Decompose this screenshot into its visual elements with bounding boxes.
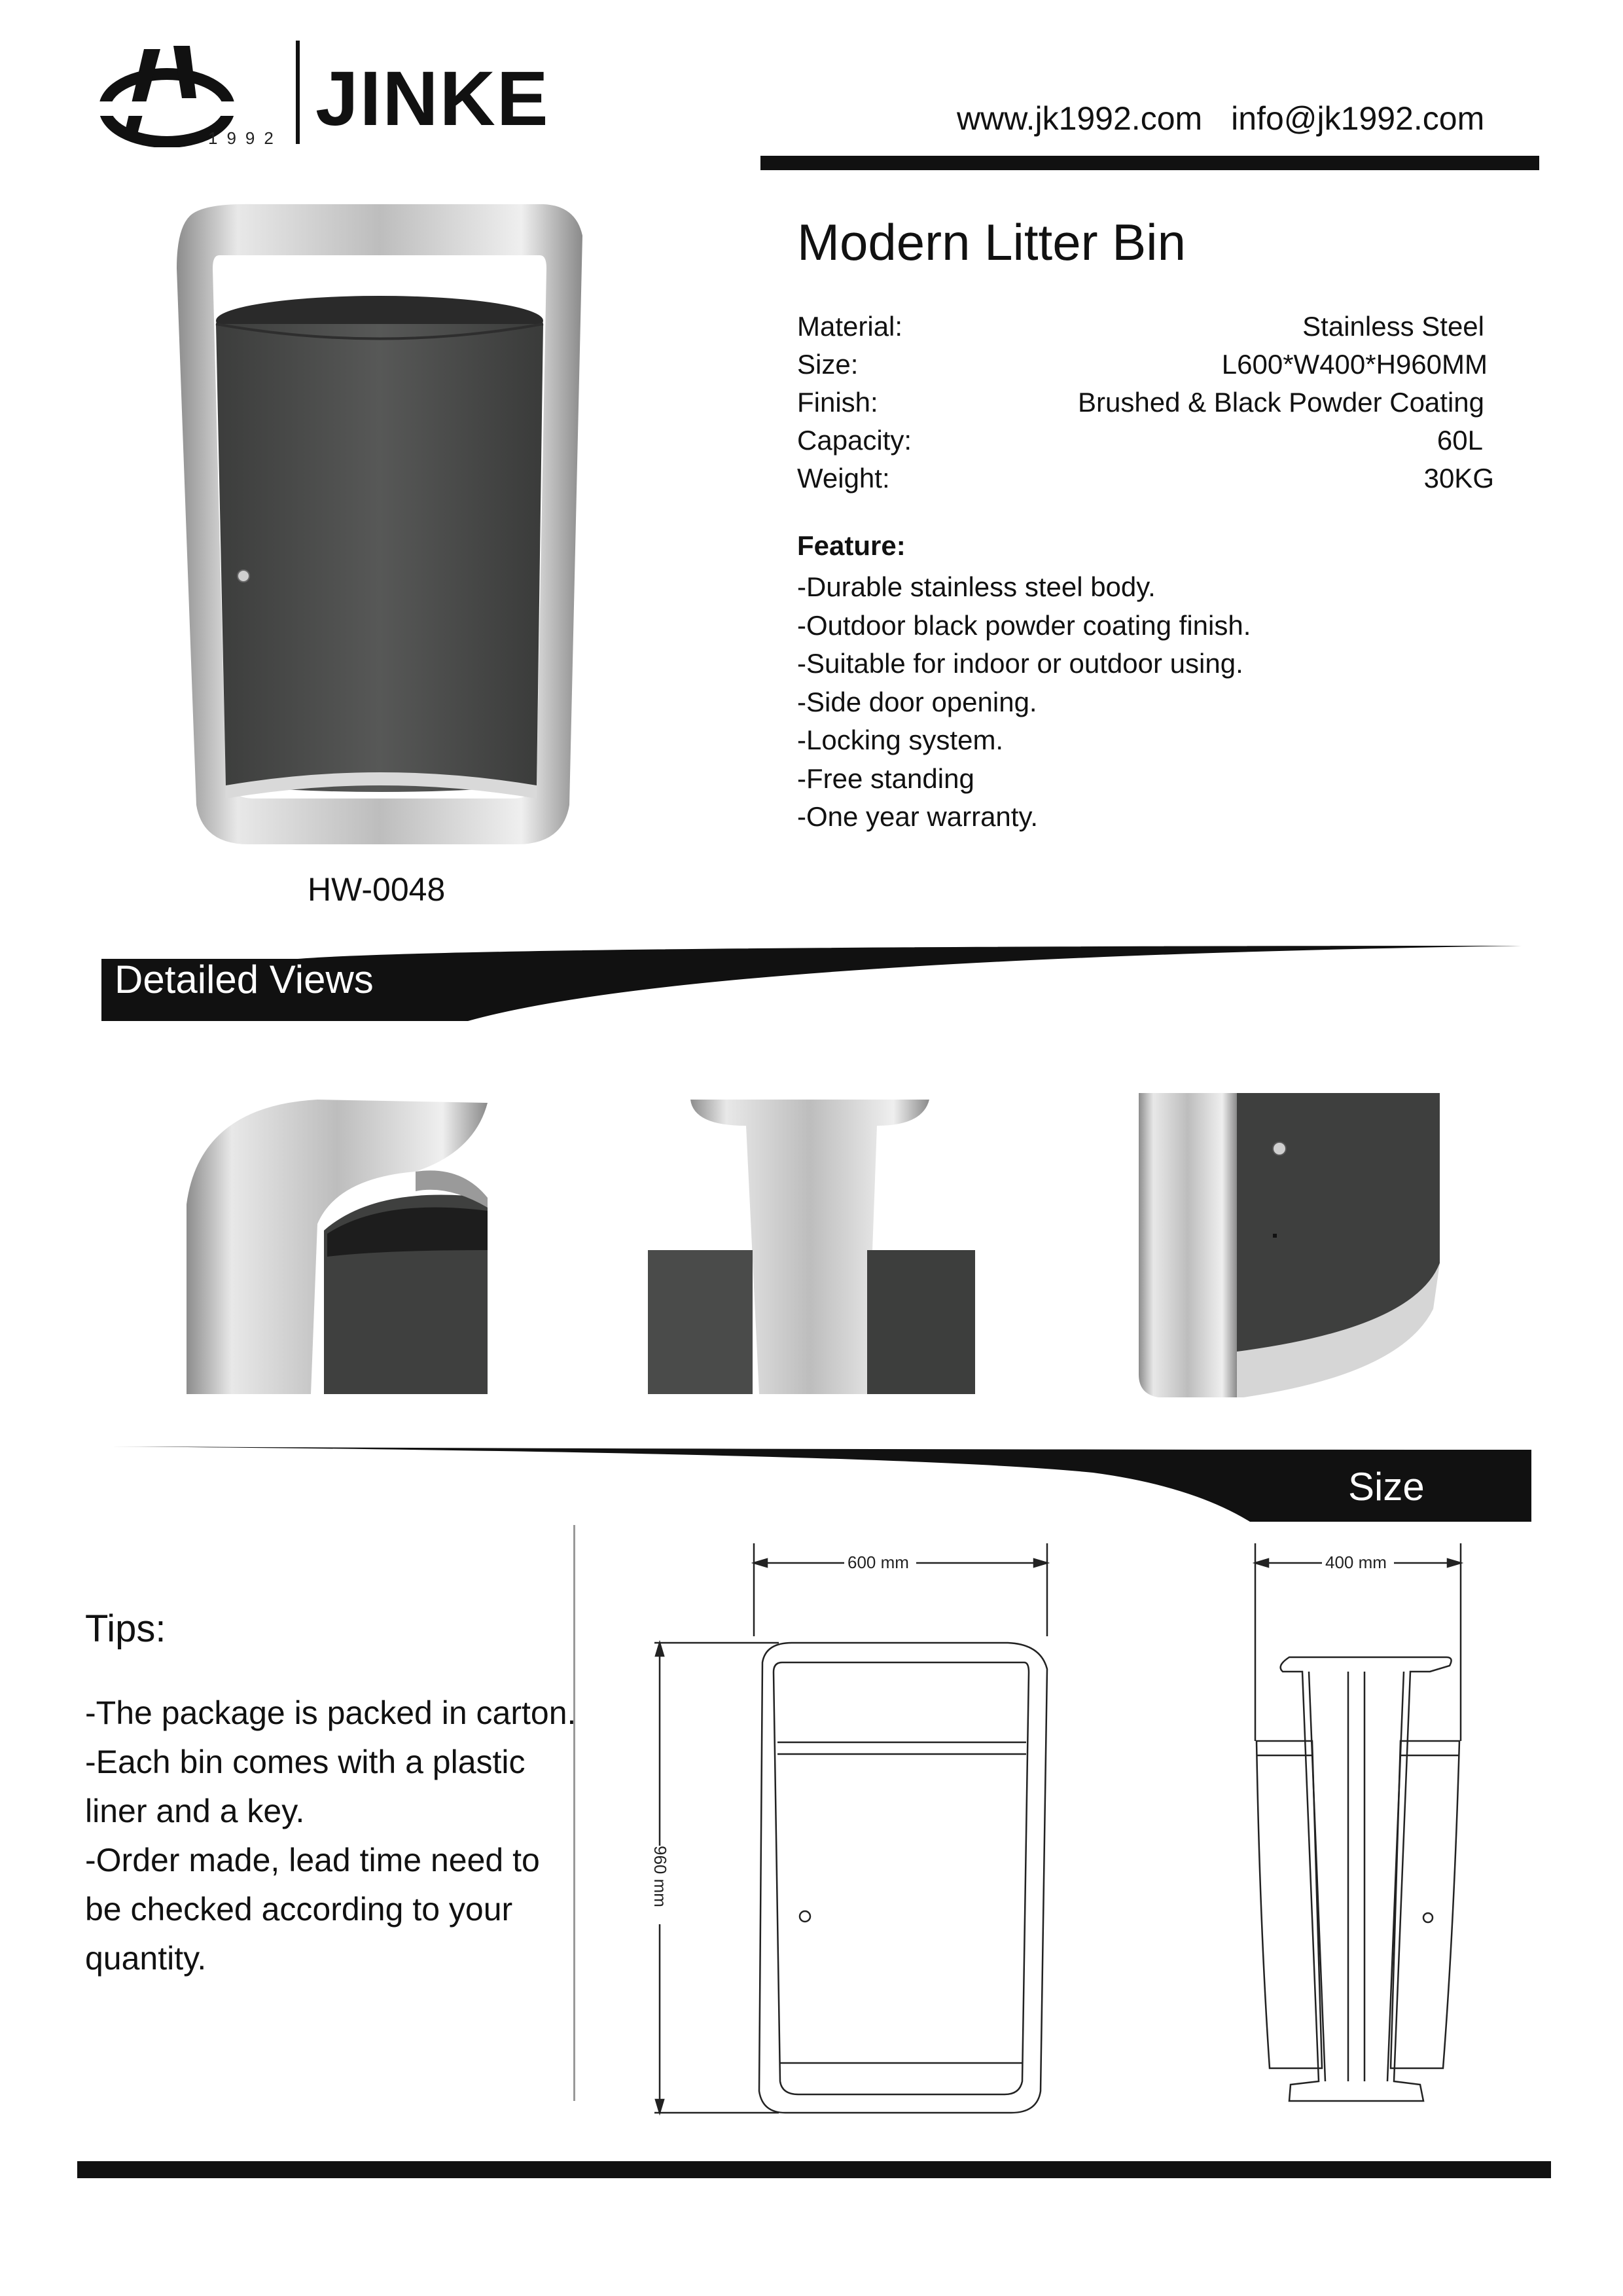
product-image xyxy=(151,196,622,857)
brand-name: JINKE xyxy=(315,56,550,142)
product-title: Modern Litter Bin xyxy=(797,213,1186,271)
spec-value: Stainless Steel xyxy=(1302,311,1484,342)
dimension-drawing xyxy=(628,1532,1472,2121)
feature-item: -Suitable for indoor or outdoor using. xyxy=(797,648,1243,679)
size-banner xyxy=(111,1446,1531,1522)
spec-row-material xyxy=(797,311,1504,349)
depth-dimension-label: 400 mm xyxy=(1325,1552,1387,1572)
spec-row-weight xyxy=(797,463,1504,501)
logo-divider xyxy=(296,41,300,144)
spec-row-capacity xyxy=(797,425,1504,463)
logo-year: 1992 xyxy=(208,128,283,148)
detail-view-side xyxy=(648,1100,975,1394)
detail-view-top xyxy=(187,1093,494,1394)
feature-list xyxy=(797,568,1251,836)
spec-value: 30KG xyxy=(1423,463,1494,493)
email-link[interactable]: info@jk1992.com xyxy=(1231,100,1485,137)
footer-rule xyxy=(77,2161,1551,2178)
feature-item: -Side door opening. xyxy=(797,686,1037,717)
spec-row-finish xyxy=(797,387,1504,425)
spec-label: Size: xyxy=(797,349,859,380)
feature-item: -Durable stainless steel body. xyxy=(797,571,1156,602)
feature-item: -Outdoor black powder coating finish. xyxy=(797,609,1251,641)
feature-title: Feature: xyxy=(797,530,906,561)
detailed-views-heading: Detailed Views xyxy=(115,958,374,1001)
spec-label: Weight: xyxy=(797,463,890,493)
height-dimension-label: 960 mm xyxy=(651,1846,670,1907)
spec-label: Finish: xyxy=(797,387,878,418)
contact-line xyxy=(957,99,1484,137)
spec-value: L600*W400*H960MM xyxy=(1221,349,1488,380)
detail-view-bottom xyxy=(1139,1093,1440,1397)
spec-label: Material: xyxy=(797,311,903,342)
size-heading: Size xyxy=(1348,1465,1425,1509)
tips-title: Tips: xyxy=(85,1607,166,1650)
feature-item: -Free standing xyxy=(797,762,974,794)
spec-row-size xyxy=(797,349,1504,387)
spec-value: Brushed & Black Powder Coating xyxy=(1078,387,1484,418)
feature-item: -Locking system. xyxy=(797,725,1004,755)
feature-item: -One year warranty. xyxy=(797,801,1039,832)
width-dimension-label: 600 mm xyxy=(847,1552,909,1572)
spec-value: 60L xyxy=(1436,425,1483,456)
website-link[interactable]: www.jk1992.com xyxy=(957,100,1203,137)
tip-item: -Each bin comes with a plastic liner and a key. xyxy=(85,1744,526,1829)
tip-item: -The package is packed in carton. xyxy=(85,1695,577,1731)
header-rule xyxy=(760,156,1539,170)
tip-item: -Order made, lead time need to be checked according to your quantity. xyxy=(85,1842,540,1977)
tips-list xyxy=(85,1689,582,1983)
model-number: HW-0048 xyxy=(308,871,446,908)
spec-label: Capacity: xyxy=(797,425,912,456)
